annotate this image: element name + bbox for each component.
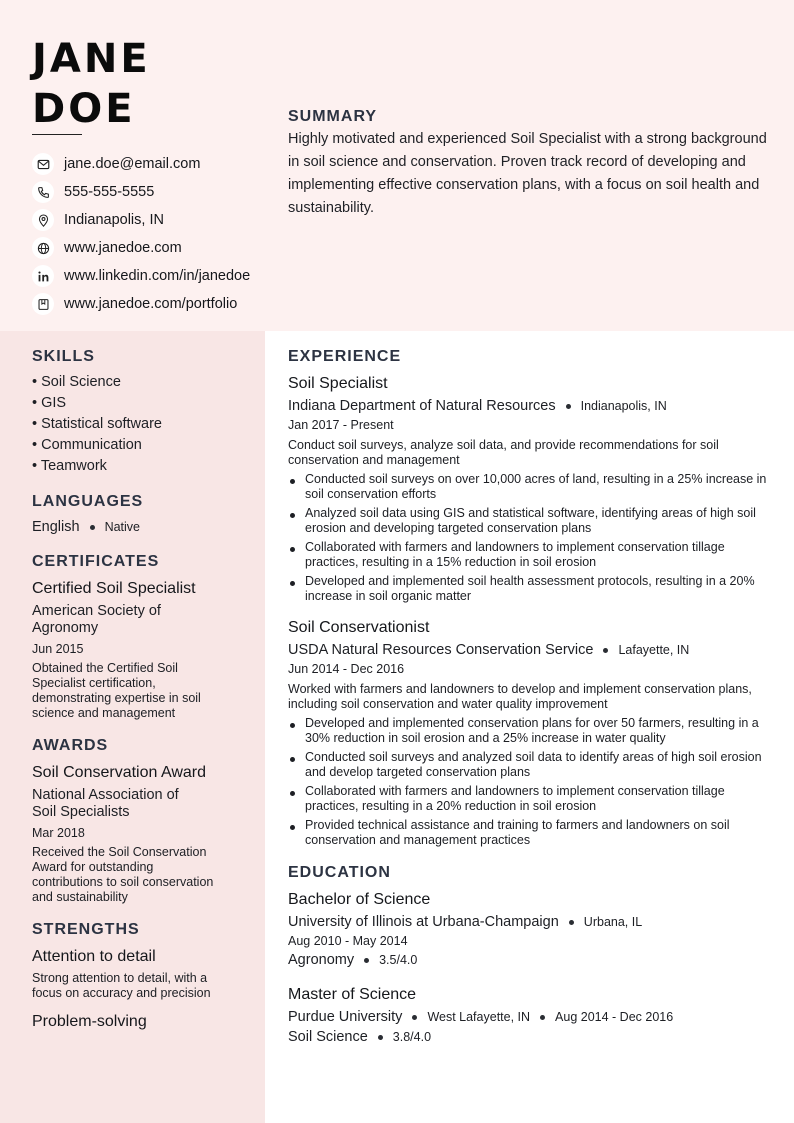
- skill-item: • Communication: [32, 437, 142, 453]
- location-pin-icon: [32, 209, 54, 231]
- list-item: Developed and implemented conservation plans for over 50 farmers, resulting in a 30% reduction in soil erosion and a 25% increase in water quality: [288, 716, 774, 746]
- job-org-line: [288, 396, 774, 416]
- experience-heading: EXPERIENCE: [288, 348, 402, 365]
- job-bullets: [288, 716, 774, 848]
- degree-title: Bachelor of Science: [288, 891, 431, 908]
- sidebar: [32, 348, 232, 1031]
- education-dates: Aug 2014 - Dec 2016: [555, 1010, 674, 1024]
- language-name: English: [32, 519, 80, 535]
- separator-dot: [566, 404, 571, 409]
- school-line: [288, 1007, 774, 1027]
- portfolio-icon: [32, 293, 54, 315]
- contact-email[interactable]: [32, 150, 267, 178]
- award-issuer: National Association of Soil Specialists: [32, 787, 179, 820]
- last-name: DOE: [32, 86, 136, 132]
- gpa: 3.5/4.0: [379, 953, 418, 967]
- strengths-heading: STRENGTHS: [32, 921, 140, 938]
- skill-item: • Soil Science: [32, 374, 121, 390]
- skills-heading: SKILLS: [32, 348, 95, 365]
- list-item: Provided technical assistance and training to farmers and landowners on soil conservation and management practices: [288, 818, 774, 848]
- field-line: [288, 1027, 774, 1048]
- list-item: Conducted soil surveys and analyzed soil data to identify areas of high soil erosion and develop targeted conservation plans: [288, 750, 774, 780]
- separator-dot: [540, 1015, 545, 1020]
- certificate-description: Obtained the Certified Soil Specialist certification, demonstrating expertise in soil science and management: [32, 661, 201, 720]
- job-org: USDA Natural Resources Conservation Service: [288, 642, 594, 658]
- linkedin-text: www.linkedin.com/in/janedoe: [64, 268, 251, 284]
- language-level: Native: [104, 520, 140, 534]
- school-location: Urbana, IL: [583, 915, 643, 929]
- job-bullets: [288, 472, 774, 604]
- school-name: University of Illinois at Urbana-Champaign: [288, 914, 559, 930]
- separator-dot: [364, 958, 369, 963]
- linkedin-icon: [32, 265, 54, 287]
- job-org-line: [288, 640, 774, 660]
- list-item: Analyzed soil data using GIS and statistical software, identifying areas of high soil erosion and developing targeted conservation plans: [288, 506, 774, 536]
- separator-dot: [412, 1015, 417, 1020]
- gpa: 3.8/4.0: [392, 1030, 432, 1044]
- job-location: Indianapolis, IN: [580, 399, 667, 413]
- job-description: Conduct soil surveys, analyze soil data, and provide recommendations for soil conservation and management: [288, 438, 719, 467]
- certificate-issuer: American Society of Agronomy: [32, 603, 161, 636]
- field-line: [288, 950, 774, 971]
- contact-portfolio[interactable]: [32, 290, 267, 318]
- job-dates: Jun 2014 - Dec 2016: [288, 662, 405, 676]
- school-name: Purdue University: [288, 1009, 403, 1025]
- contact-website[interactable]: [32, 234, 267, 262]
- school-location: West Lafayette, IN: [427, 1010, 531, 1024]
- skill-item: • Statistical software: [32, 416, 162, 432]
- contact-location: [32, 206, 267, 234]
- skill-item: • Teamwork: [32, 458, 107, 474]
- contact-linkedin[interactable]: [32, 262, 267, 290]
- first-name: JANE: [32, 36, 151, 82]
- strength-title: Problem-solving: [32, 1013, 147, 1030]
- job-location: Lafayette, IN: [618, 643, 690, 657]
- job-entry: [288, 374, 774, 604]
- phone-text: 555-555-5555: [64, 184, 155, 200]
- location-text: Indianapolis, IN: [64, 212, 164, 228]
- mail-icon: [32, 153, 54, 175]
- website-text: www.janedoe.com: [64, 240, 182, 256]
- contact-phone[interactable]: [32, 178, 267, 206]
- list-item: Collaborated with farmers and landowners to implement conservation tillage practices, resulting in a 15% reduction in soil erosion: [288, 540, 774, 570]
- award-description: Received the Soil Conservation Award for outstanding contributions to soil conservation and sustainability: [32, 845, 214, 904]
- separator-dot: [603, 648, 608, 653]
- language-item: [32, 519, 232, 535]
- name-divider: [32, 134, 82, 135]
- job-title: Soil Specialist: [288, 375, 388, 392]
- field-of-study: Soil Science: [288, 1029, 368, 1045]
- languages-heading: LANGUAGES: [32, 493, 144, 510]
- separator-dot: [569, 920, 574, 925]
- education-entry: [288, 890, 774, 971]
- certificate-title: Certified Soil Specialist: [32, 580, 196, 597]
- certificates-heading: CERTIFICATES: [32, 553, 160, 570]
- contact-list: [32, 150, 267, 318]
- email-text: jane.doe@email.com: [64, 156, 201, 172]
- portfolio-text: www.janedoe.com/portfolio: [64, 296, 238, 312]
- job-entry: [288, 618, 774, 848]
- separator-dot: [378, 1035, 383, 1040]
- field-of-study: Agronomy: [288, 952, 355, 968]
- skills-list: [32, 372, 232, 477]
- award-date: Mar 2018: [32, 826, 85, 840]
- education-dates: Aug 2010 - May 2014: [288, 934, 408, 948]
- job-org: Indiana Department of Natural Resources: [288, 398, 556, 414]
- main-content: [288, 348, 774, 1048]
- list-item: Conducted soil surveys on over 10,000 acres of land, resulting in a 25% increase in soil conservation efforts: [288, 472, 774, 502]
- globe-icon: [32, 237, 54, 259]
- phone-icon: [32, 181, 54, 203]
- job-description: Worked with farmers and landowners to develop and implement conservation plans, including soil conservation and water quality improvement: [288, 682, 752, 711]
- strength-description: Strong attention to detail, with a focus on accuracy and precision: [32, 971, 211, 1000]
- list-item: Developed and implemented soil health assessment protocols, resulting in a 20% increase in soil organic matter: [288, 574, 774, 604]
- education-heading: EDUCATION: [288, 864, 391, 881]
- job-title: Soil Conservationist: [288, 619, 430, 636]
- job-dates: Jan 2017 - Present: [288, 418, 394, 432]
- awards-heading: AWARDS: [32, 737, 109, 754]
- candidate-name: [32, 34, 151, 134]
- summary-text: Highly motivated and experienced Soil Specialist with a strong background in soil science and conservation. Proven track record of developing and implementing effective conservation plans, with a focus on soil health and sustainability.: [288, 131, 767, 216]
- degree-title: Master of Science: [288, 986, 417, 1003]
- summary-heading: SUMMARY: [288, 108, 378, 125]
- award-title: Soil Conservation Award: [32, 764, 207, 781]
- education-entry: [288, 985, 774, 1048]
- separator-dot: [90, 525, 95, 530]
- skill-item: • GIS: [32, 395, 67, 411]
- school-line: [288, 912, 774, 932]
- list-item: Collaborated with farmers and landowners to implement conservation tillage practices, resulting in a 20% reduction in soil erosion: [288, 784, 774, 814]
- certificate-date: Jun 2015: [32, 642, 84, 656]
- strength-title: Attention to detail: [32, 948, 156, 965]
